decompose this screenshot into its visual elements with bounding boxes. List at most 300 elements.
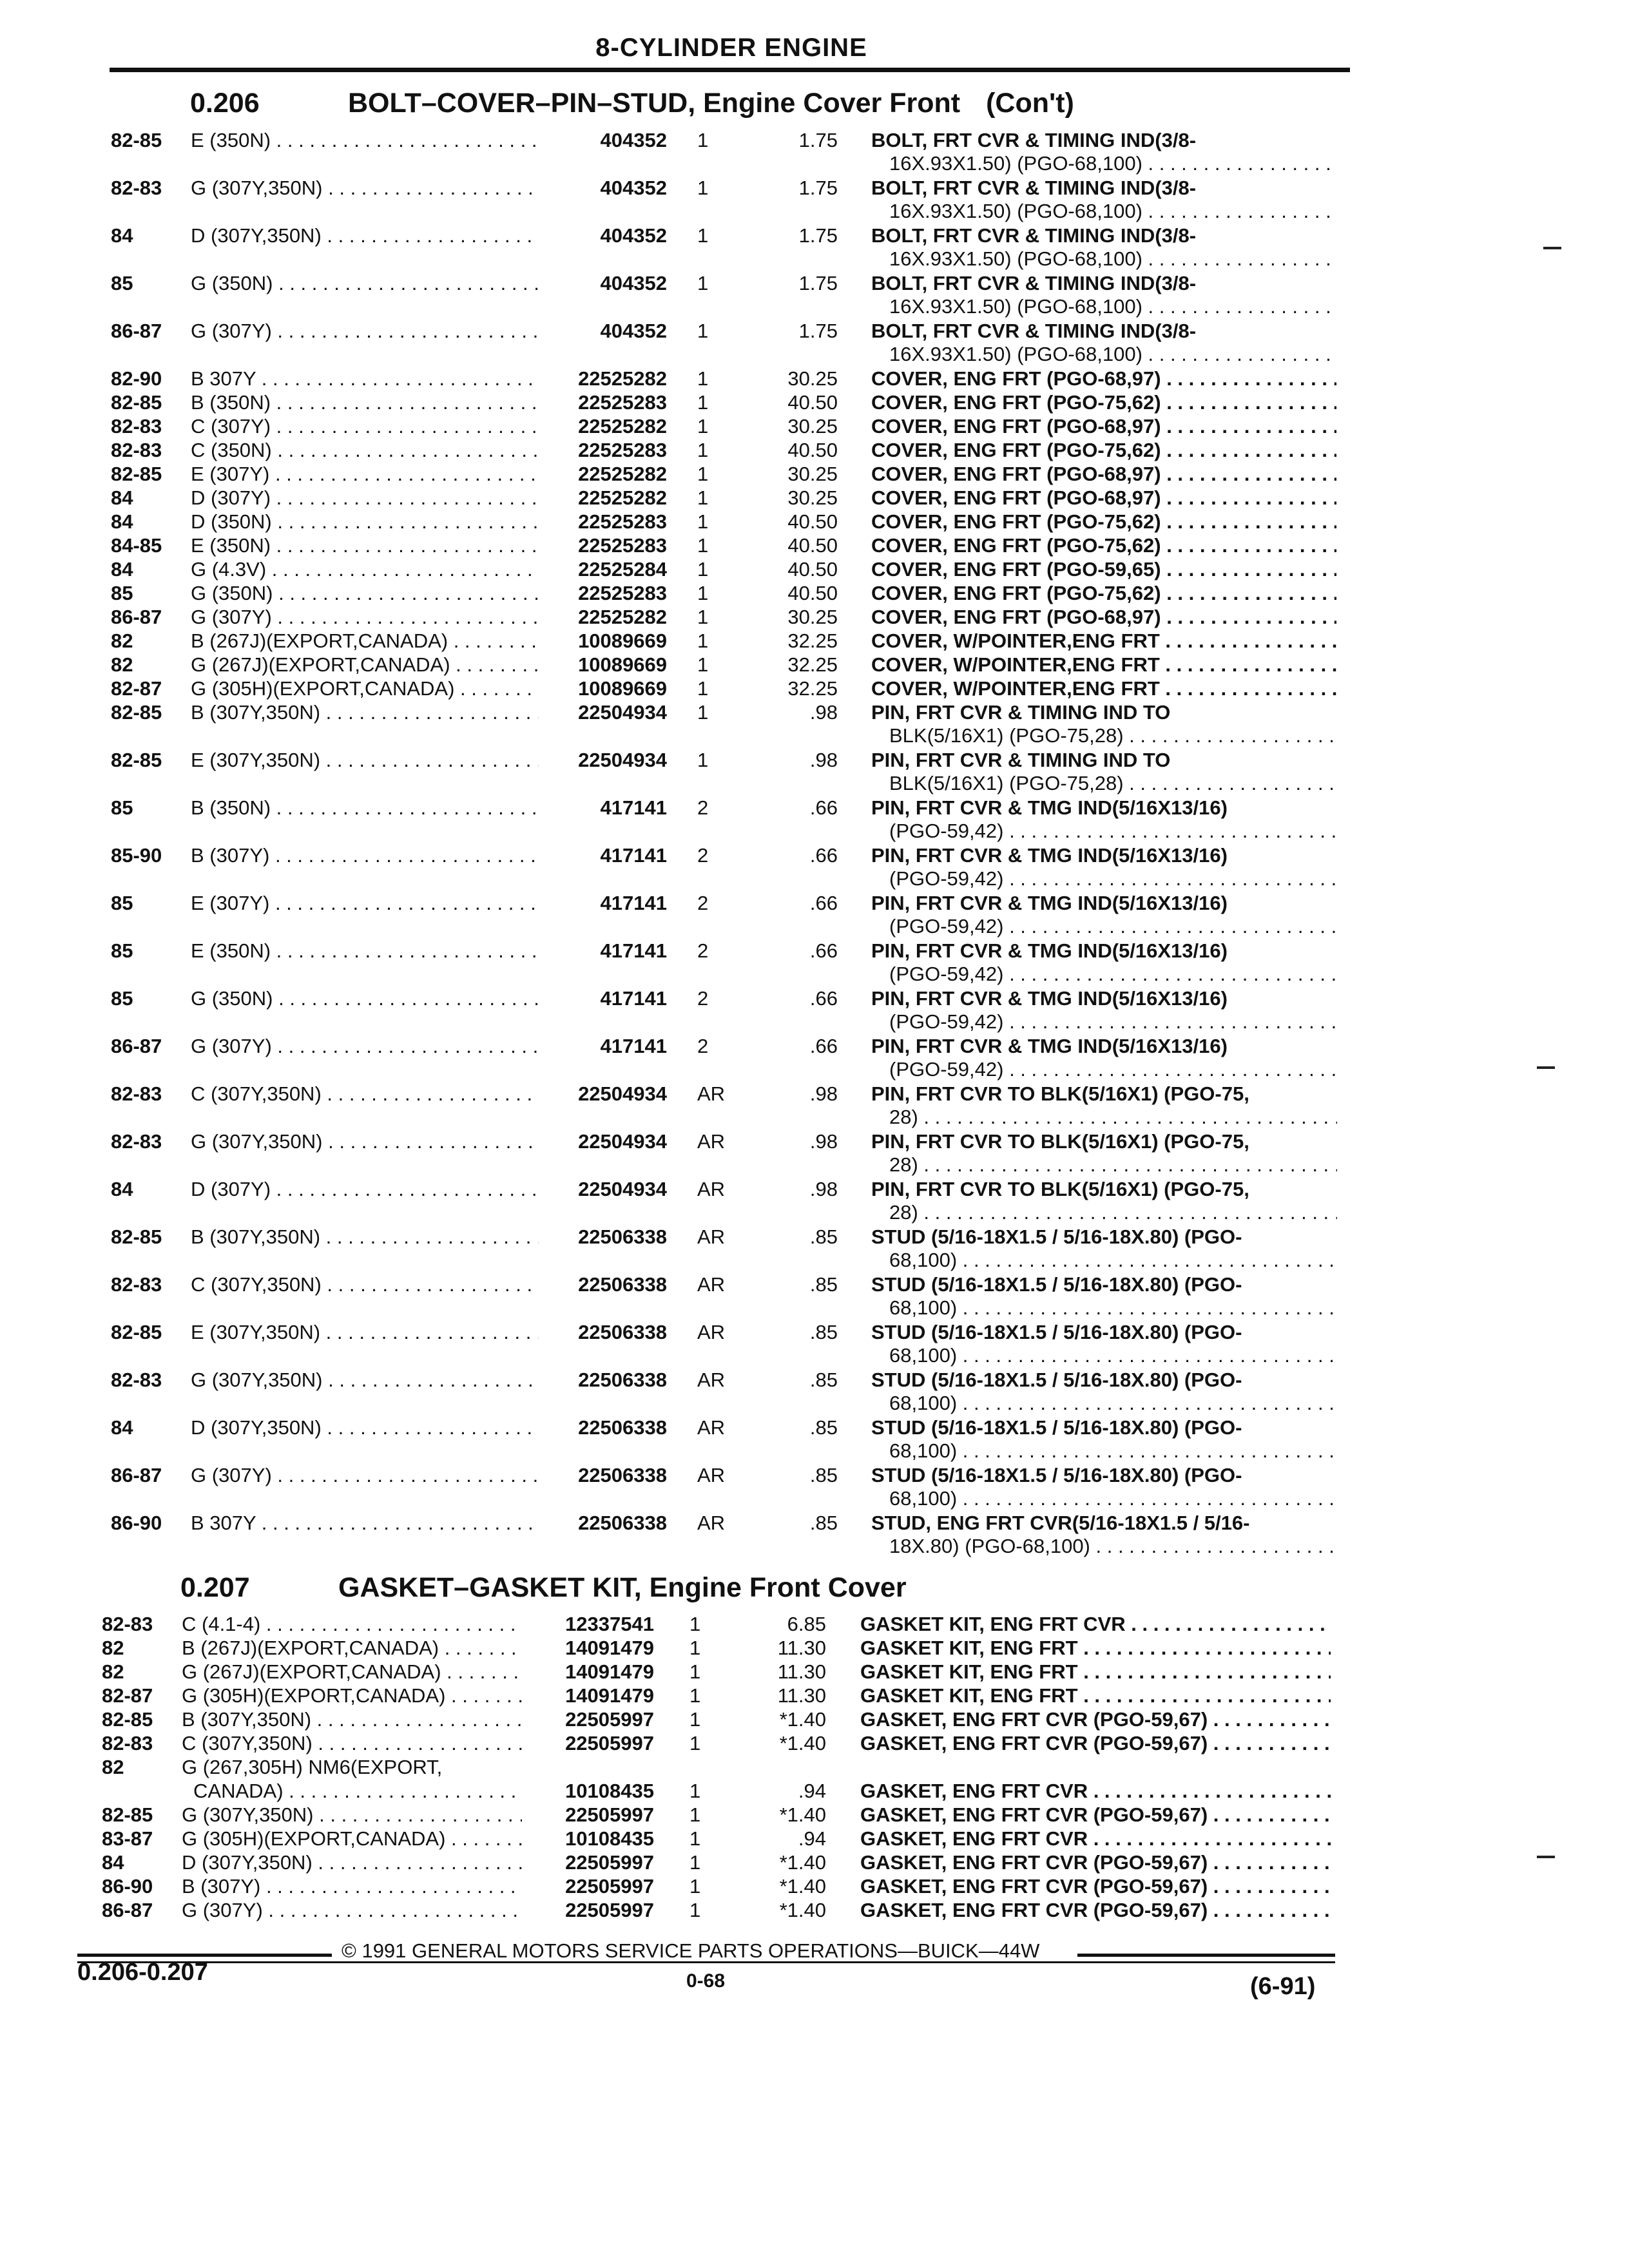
model-year: 82-83 [111,439,162,461]
part-description: GASKET KIT, ENG FRT . . . [860,1660,1331,1684]
quantity: 1 [697,629,709,652]
page-number: 0-68 [686,1970,726,1992]
body-engine: D (307Y) . . . [191,1178,539,1201]
body-engine: D (350N) . . . [191,510,539,533]
part-number: 22525282 [578,463,667,485]
quantity: AR [697,1082,726,1105]
part-number: 22505997 [565,1875,654,1898]
revision-date: (6-91) [1250,1973,1316,2000]
part-description: PIN, FRT CVR & TMG IND(5/16X13/16) [871,939,1228,962]
part-description: BOLT, FRT CVR & TIMING IND(3/8- [871,177,1197,199]
quantity: 1 [689,1708,701,1731]
model-year: 82-83 [102,1613,153,1635]
quantity: 2 [697,796,709,819]
part-description-cont: 18X.80) (PGO-68,100) . . . [889,1535,1337,1558]
part-number: 10089669 [578,629,667,652]
model-year: 82-85 [102,1803,153,1826]
list-price: .66 [809,939,838,962]
part-number: 22506338 [578,1512,667,1534]
quantity: 2 [697,844,709,867]
body-engine: G (350N) . . . [191,987,539,1010]
list-price: .66 [809,796,838,819]
part-description-cont: 68,100) . . . [889,1344,1337,1367]
part-number: 10108435 [565,1780,654,1802]
footer-divider [1077,1954,1335,1957]
quantity: 1 [689,1613,701,1635]
list-price: 30.25 [787,463,838,485]
quantity: 2 [697,987,709,1010]
body-engine: C (307Y,350N) . . . [191,1273,539,1296]
list-price: 40.50 [787,558,838,581]
list-price: 40.50 [787,439,838,461]
model-year: 84 [111,558,133,581]
body-engine: B (307Y,350N) . . . [182,1708,522,1731]
list-price: 1.75 [798,224,838,247]
body-engine: G (267J)(EXPORT,CANADA) . . . [182,1660,522,1684]
list-price: 1.75 [798,272,838,294]
quantity: 1 [697,415,709,437]
part-description: STUD (5/16-18X1.5 / 5/16-18X.80) (PGO- [871,1225,1242,1248]
model-year: 82-83 [111,1369,162,1391]
model-year: 82-85 [111,1225,162,1248]
section-title [348,88,1074,119]
model-year: 85 [111,987,133,1010]
part-description-cont: 16X.93X1.50) (PGO-68,100) . . . [889,200,1337,223]
body-engine: G (307Y,350N) . . . [191,1130,539,1153]
body-engine: B (350N) . . . [191,391,539,414]
list-price: 32.25 [787,677,838,700]
list-price: 40.50 [787,510,838,533]
quantity: 1 [697,320,709,342]
model-year: 82-90 [111,367,162,390]
part-description-cont: (PGO-59,42) . . . [889,820,1337,843]
body-engine: E (307Y,350N) . . . [191,749,539,772]
part-number: 404352 [600,224,667,247]
list-price: .98 [809,701,838,724]
part-description: PIN, FRT CVR TO BLK(5/16X1) (PGO-75, [871,1130,1249,1153]
model-year: 86-87 [111,1464,162,1486]
part-description-cont: 16X.93X1.50) (PGO-68,100) . . . [889,152,1337,175]
body-engine: G (4.3V) . . . [191,558,539,581]
body-engine: G (307Y) . . . [191,1035,539,1058]
body-engine: E (307Y) . . . [191,892,539,915]
part-description-cont: 68,100) . . . [889,1392,1337,1415]
quantity: 1 [689,1803,701,1826]
quantity: 1 [697,463,709,485]
list-price: *1.40 [779,1803,826,1826]
model-year: 83-87 [102,1827,153,1850]
list-price: .85 [809,1321,838,1343]
model-year: 86-87 [111,1035,162,1057]
quantity: 1 [697,534,709,557]
body-engine: B (307Y) . . . [191,844,539,867]
part-description: PIN, FRT CVR & TMG IND(5/16X13/16) [871,844,1228,867]
list-price: .98 [809,749,838,771]
part-description: GASKET, ENG FRT CVR (PGO-59,67) . . . [860,1875,1331,1898]
model-year: 84-85 [111,534,162,557]
body-engine: D (307Y) . . . [191,486,539,510]
model-year: 82-83 [111,1273,162,1296]
section-heading-0207 [0,1572,1629,1606]
body-engine: G (267,305H) NM6(EXPORT, [182,1756,443,1778]
quantity: 1 [697,653,709,676]
part-description: COVER, ENG FRT (PGO-68,97) . . . [871,367,1336,390]
list-price: .66 [809,1035,838,1057]
body-engine: G (307Y) . . . [182,1899,522,1922]
part-description-cont: 68,100) . . . [889,1296,1337,1320]
part-number: 22506338 [578,1321,667,1343]
part-description: PIN, FRT CVR & TIMING IND TO [871,701,1171,724]
part-number: 12337541 [565,1613,654,1635]
part-number: 22525282 [578,415,667,437]
body-engine: G (307Y) . . . [191,606,539,629]
section-title-text: BOLT–COVER–PIN–STUD, Engine Cover Front [348,88,961,119]
section-number: 0.206 [190,88,260,119]
part-description: COVER, ENG FRT (PGO-68,97) . . . [871,463,1336,486]
model-year: 82-85 [111,1321,162,1343]
list-price: *1.40 [779,1851,826,1874]
part-number: 14091479 [565,1684,654,1707]
part-number: 417141 [600,796,667,819]
quantity: AR [697,1273,726,1296]
model-year: 85 [111,796,133,819]
part-description-cont: 68,100) . . . [889,1249,1337,1272]
body-engine: B (307Y) . . . [182,1875,522,1898]
part-description: PIN, FRT CVR & TMG IND(5/16X13/16) [871,987,1228,1010]
part-number: 10089669 [578,653,667,676]
part-description-cont: BLK(5/16X1) (PGO-75,28) . . . [889,772,1337,795]
model-year: 82 [111,629,133,652]
section-heading-0206 [0,88,1629,121]
list-price: 6.85 [787,1613,826,1635]
list-price: *1.40 [779,1899,826,1921]
part-description-cont: 16X.93X1.50) (PGO-68,100) . . . [889,343,1337,366]
part-number: 404352 [600,177,667,199]
section-number: 0.207 [180,1572,250,1603]
part-description-cont: (PGO-59,42) . . . [889,1058,1337,1081]
model-year: 84 [111,1178,133,1200]
quantity: 1 [697,272,709,294]
model-year: 82-83 [111,1082,162,1105]
part-number: 22505997 [565,1803,654,1826]
model-year: 86-90 [111,1512,162,1534]
part-description: COVER, ENG FRT (PGO-68,97) . . . [871,415,1336,438]
part-number: 22506338 [578,1225,667,1248]
list-price: 11.30 [777,1637,826,1659]
part-description: BOLT, FRT CVR & TIMING IND(3/8- [871,129,1197,151]
part-description: GASKET, ENG FRT CVR (PGO-59,67) . . . [860,1708,1331,1731]
part-description: GASKET KIT, ENG FRT . . . [860,1637,1331,1660]
body-engine: G (307Y,350N) . . . [182,1803,522,1827]
part-description: GASKET, ENG FRT CVR (PGO-59,67) . . . [860,1851,1331,1874]
part-number: 22525283 [578,391,667,414]
body-engine: E (350N) . . . [191,534,539,557]
body-engine: C (307Y) . . . [191,415,539,438]
part-description-cont: 16X.93X1.50) (PGO-68,100) . . . [889,247,1337,271]
quantity: 1 [689,1780,701,1802]
model-year: 82-85 [111,129,162,151]
part-number: 22505997 [565,1899,654,1921]
part-number: 417141 [600,892,667,914]
body-engine: C (307Y,350N) . . . [191,1082,539,1106]
part-number: 22506338 [578,1369,667,1391]
quantity: AR [697,1464,726,1486]
part-number: 22525282 [578,367,667,390]
part-description: COVER, ENG FRT (PGO-68,97) . . . [871,486,1336,510]
list-price: *1.40 [779,1732,826,1754]
part-description: COVER, ENG FRT (PGO-59,65) . . . [871,558,1336,581]
model-year: 82 [102,1637,124,1659]
part-description: BOLT, FRT CVR & TIMING IND(3/8- [871,320,1197,342]
model-year: 84 [111,224,133,247]
body-engine: G (307Y) . . . [191,1464,539,1487]
part-description: STUD (5/16-18X1.5 / 5/16-18X.80) (PGO- [871,1416,1242,1439]
model-year: 85 [111,892,133,914]
model-year: 82-83 [111,177,162,199]
part-description: STUD (5/16-18X1.5 / 5/16-18X.80) (PGO- [871,1369,1242,1391]
quantity: 1 [697,582,709,604]
part-description: GASKET, ENG FRT CVR (PGO-59,67) . . . [860,1732,1331,1755]
part-description: PIN, FRT CVR & TMG IND(5/16X13/16) [871,1035,1228,1057]
model-year: 82-85 [111,391,162,414]
part-description: STUD, ENG FRT CVR(5/16-18X1.5 / 5/16- [871,1512,1250,1534]
list-price: 32.25 [787,653,838,676]
body-engine: D (307Y,350N) . . . [191,1416,539,1439]
quantity: AR [697,1369,726,1391]
quantity: 1 [697,129,709,151]
part-description: GASKET, ENG FRT CVR (PGO-59,67) . . . [860,1803,1331,1827]
part-description: COVER, ENG FRT (PGO-75,62) . . . [871,510,1336,533]
part-description-cont: (PGO-59,42) . . . [889,963,1337,986]
part-number: 22506338 [578,1464,667,1486]
body-engine: E (350N) . . . [191,939,539,963]
list-price: 11.30 [777,1684,826,1707]
list-price: .66 [809,844,838,867]
list-price: .85 [809,1512,838,1534]
part-number: 14091479 [565,1660,654,1683]
model-year: 82-83 [102,1732,153,1754]
list-price: 1.75 [798,129,838,151]
continued-label: (Con't) [986,88,1074,119]
part-description: GASKET, ENG FRT CVR . . . [860,1827,1331,1850]
quantity: 1 [689,1851,701,1874]
body-engine: E (307Y) . . . [191,463,539,486]
body-engine: G (307Y,350N) . . . [191,1369,539,1392]
model-year: 86-87 [111,320,162,342]
list-price: .85 [809,1464,838,1486]
part-description: STUD (5/16-18X1.5 / 5/16-18X.80) (PGO- [871,1273,1242,1296]
part-description: GASKET KIT, ENG FRT . . . [860,1684,1331,1707]
page-title: 8-CYLINDER ENGINE [595,34,867,62]
body-engine: D (307Y,350N) . . . [182,1851,522,1874]
model-year: 86-87 [102,1899,153,1921]
part-number: 22506338 [578,1273,667,1296]
list-price: .98 [809,1130,838,1153]
quantity: 1 [689,1827,701,1850]
part-description-cont: 68,100) . . . [889,1487,1337,1510]
body-engine: B (350N) . . . [191,796,539,820]
body-engine: B (307Y,350N) . . . [191,701,539,724]
part-number: 22504934 [578,749,667,771]
quantity: 1 [697,558,709,581]
part-number: 417141 [600,987,667,1010]
body-engine: B (267J)(EXPORT,CANADA) . . . [182,1637,522,1660]
quantity: 1 [697,224,709,247]
model-year: 84 [102,1851,124,1874]
quantity: 1 [689,1637,701,1659]
model-year: 84 [111,510,133,533]
section-title: GASKET–GASKET KIT, Engine Front Cover [338,1572,907,1603]
model-year: 84 [111,1416,133,1439]
quantity: 1 [689,1684,701,1707]
quantity: 1 [689,1899,701,1921]
body-engine: G (267J)(EXPORT,CANADA) . . . [191,653,539,677]
model-year: 82-85 [111,749,162,771]
part-description: COVER, ENG FRT (PGO-75,62) . . . [871,534,1336,557]
list-price: 40.50 [787,391,838,414]
quantity: AR [697,1512,726,1534]
part-description-cont: (PGO-59,42) . . . [889,1010,1337,1033]
model-year: 85-90 [111,844,162,867]
body-engine: B 307Y . . . [191,367,539,390]
model-year: 82-85 [102,1708,153,1731]
body-engine: E (350N) . . . [191,129,539,152]
edge-mark [1537,1066,1555,1069]
part-description: GASKET, ENG FRT CVR . . . [860,1780,1331,1803]
part-description: COVER, ENG FRT (PGO-75,62) . . . [871,391,1336,414]
quantity: 2 [697,892,709,914]
part-number: 10089669 [578,677,667,700]
quantity: 1 [697,391,709,414]
list-price: 1.75 [798,320,838,342]
part-description: STUD (5/16-18X1.5 / 5/16-18X.80) (PGO- [871,1464,1242,1486]
body-engine: G (350N) . . . [191,272,539,295]
body-engine: D (307Y,350N) . . . [191,224,539,247]
quantity: 1 [689,1732,701,1754]
list-price: 1.75 [798,177,838,199]
part-number: 22525283 [578,534,667,557]
part-description: BOLT, FRT CVR & TIMING IND(3/8- [871,272,1197,294]
list-price: 30.25 [787,606,838,628]
model-year: 86-90 [102,1875,153,1898]
part-description: COVER, W/POINTER,ENG FRT . . . [871,629,1336,653]
quantity: 1 [697,606,709,628]
body-engine: E (307Y,350N) . . . [191,1321,539,1344]
footer-divider [77,1954,332,1957]
part-number: 14091479 [565,1637,654,1659]
quantity: AR [697,1130,726,1153]
part-description-cont: 16X.93X1.50) (PGO-68,100) . . . [889,295,1337,318]
body-engine: C (350N) . . . [191,439,539,462]
part-number: 417141 [600,939,667,962]
list-price: *1.40 [779,1708,826,1731]
model-year: 82-87 [102,1684,153,1707]
part-number: 22525283 [578,439,667,461]
body-engine: B 307Y . . . [191,1512,539,1535]
quantity: 1 [697,439,709,461]
quantity: 1 [697,177,709,199]
list-price: .98 [809,1082,838,1105]
part-description: PIN, FRT CVR & TMG IND(5/16X13/16) [871,796,1228,819]
quantity: AR [697,1321,726,1343]
quantity: 1 [697,510,709,533]
quantity: AR [697,1178,726,1200]
model-year: 85 [111,582,133,604]
part-number: 22505997 [565,1851,654,1874]
quantity: 1 [689,1660,701,1683]
quantity: 1 [697,367,709,390]
part-description: PIN, FRT CVR TO BLK(5/16X1) (PGO-75, [871,1178,1249,1200]
part-number: 22504934 [578,1178,667,1200]
part-number: 22525282 [578,486,667,509]
part-number: 22525282 [578,606,667,628]
edge-mark [1543,247,1561,249]
part-number: 22504934 [578,1130,667,1153]
part-description: BOLT, FRT CVR & TIMING IND(3/8- [871,224,1197,247]
model-year: 82 [102,1660,124,1683]
model-year: 82-85 [111,701,162,724]
part-description-cont: 28) . . . [889,1153,1337,1177]
part-description: COVER, ENG FRT (PGO-75,62) . . . [871,582,1336,605]
part-description: COVER, ENG FRT (PGO-68,97) . . . [871,606,1336,629]
part-description: PIN, FRT CVR TO BLK(5/16X1) (PGO-75, [871,1082,1249,1105]
part-number: 10108435 [565,1827,654,1850]
body-engine: G (350N) . . . [191,582,539,605]
body-engine: B (267J)(EXPORT,CANADA) . . . [191,629,539,653]
model-year: 82-83 [111,415,162,437]
body-engine: C (307Y,350N) . . . [182,1732,522,1755]
part-number: 22525283 [578,510,667,533]
part-number: 22505997 [565,1708,654,1731]
footer-copyright: © 1991 GENERAL MOTORS SERVICE PARTS OPERATIONS—BUICK—44W [342,1939,1040,1962]
model-year: 85 [111,939,133,962]
part-number: 22525284 [578,558,667,581]
quantity: 2 [697,939,709,962]
list-price: 30.25 [787,415,838,437]
body-engine: G (307Y,350N) . . . [191,177,539,200]
part-description-cont: BLK(5/16X1) (PGO-75,28) . . . [889,724,1337,747]
header-divider [110,68,1350,72]
list-price: 40.50 [787,582,838,604]
quantity: 1 [697,677,709,700]
list-price: .85 [809,1416,838,1439]
part-number: 22504934 [578,1082,667,1105]
model-year: 82 [102,1756,124,1778]
quantity: 1 [697,749,709,771]
body-engine: G (305H)(EXPORT,CANADA) . . . [182,1827,522,1850]
model-year: 85 [111,272,133,294]
part-description-cont: 28) . . . [889,1106,1337,1129]
part-number: 22504934 [578,701,667,724]
part-number: 22505997 [565,1732,654,1754]
list-price: .94 [798,1780,826,1802]
list-price: 40.50 [787,534,838,557]
model-year: 82-87 [111,677,162,700]
model-year: 82-83 [111,1130,162,1153]
model-year: 86-87 [111,606,162,628]
list-price: 32.25 [787,629,838,652]
model-year: 84 [111,486,133,509]
part-description-cont: (PGO-59,42) . . . [889,867,1337,890]
list-price: .98 [809,1178,838,1200]
part-number: 417141 [600,1035,667,1057]
part-description: PIN, FRT CVR & TIMING IND TO [871,749,1171,771]
part-description: COVER, ENG FRT (PGO-75,62) . . . [871,439,1336,462]
part-number: 404352 [600,320,667,342]
part-number: 404352 [600,129,667,151]
quantity: 1 [689,1875,701,1898]
part-description-cont: 68,100) . . . [889,1439,1337,1463]
